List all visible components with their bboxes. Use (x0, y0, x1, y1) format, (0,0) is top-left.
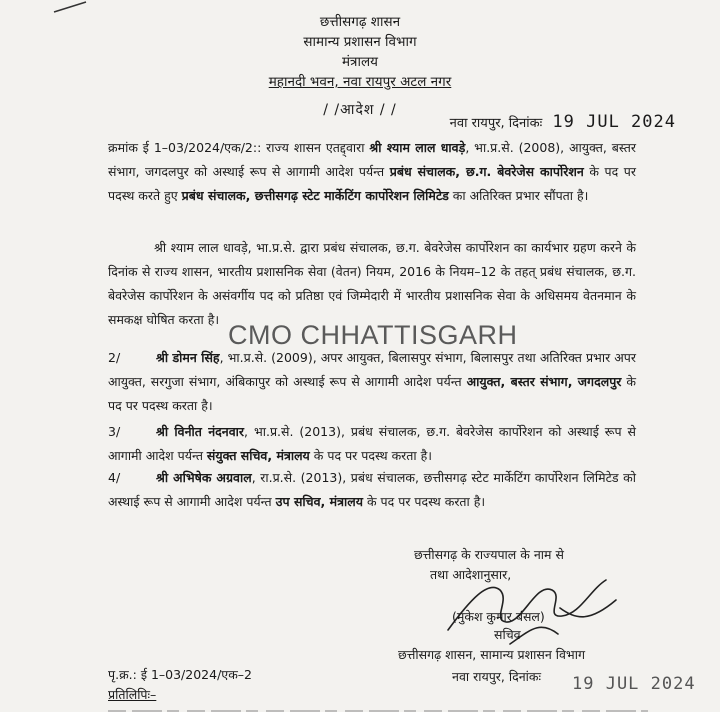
para3-text-b: के पद पर पदस्थ करता है। (108, 374, 637, 413)
para5-post: उप सचिव, मंत्रालय (275, 494, 363, 509)
para1-post-2: प्रबंध संचालक, छत्तीसगढ़ स्टेट मार्केटिंग कार्पोरेशन लिमिटेड (181, 188, 449, 203)
signature-authority-line-2: तथा आदेशानुसार, (430, 567, 512, 582)
para3-text-a: , भा.प्र.से. (2009), अपर आयुक्त, बिलासपुर संभाग, बिलासपुर तथा अतिरिक्त प्रभार अपर आयुक्त, सरगुजा संभाग, अंबिकापुर को अस्थाई रूप से आगामी आदेश पर्यन्त (108, 350, 636, 389)
para4-post: संयुक्त सचिव, मंत्रालय (206, 448, 310, 463)
order-paragraph-2 (108, 236, 636, 332)
para1-officer-name: श्री श्याम लाल धावड़े (369, 140, 466, 155)
para5-text-a: , रा.प्र.से. (2013), प्रबंध संचालक, छत्तीसगढ़ स्टेट मार्केटिंग कार्पोरेशन लिमिटेड को अस्थाई रूप से आगामी आदेश पर्यन्त (108, 470, 636, 509)
order-paragraph-4 (108, 420, 636, 468)
signature-authority-line-1: छत्तीसगढ़ के राज्यपाल के नाम से (414, 547, 564, 562)
para1-text-c: के पद पर पदस्थ करते हुए (108, 164, 636, 203)
cut-off-text-remnant (108, 706, 648, 712)
signatory-department: छत्तीसगढ़ शासन, सामान्य प्रशासन विभाग (398, 647, 585, 662)
header-ministry: मंत्रालय (341, 54, 378, 70)
para5-text-b: के पद पर पदस्थ करता है। (362, 494, 486, 509)
para5-officer-name: श्री अभिषेक अग्रवाल (156, 470, 252, 485)
order-paragraph-1 (108, 136, 636, 208)
para1-text-d: का अतिरिक्त प्रभार सौंपता है। (448, 188, 589, 203)
header-address: महानदी भवन, नवा रायपुर अटल नगर (268, 74, 452, 90)
order-date-line (450, 112, 676, 132)
signatory-designation: सचिव (494, 627, 521, 642)
date-label: नवा रायपुर, दिनांकः (449, 116, 543, 131)
para1-text-b: , भा.प्र.से. (2008), आयुक्त, बस्तर संभाग, जगदलपुर को अस्थाई रूप से आगामी आदेश पर्यन्त (108, 140, 636, 179)
para4-officer-name: श्री विनीत नंदनवार (156, 424, 245, 439)
para4-text-b: के पद पर पदस्थ करता है। (309, 448, 432, 463)
date-stamp: 19 JUL 2024 (552, 112, 676, 132)
order-paragraph-5 (108, 466, 636, 514)
endorsement-date-label: नवा रायपुर, दिनांकः (452, 669, 542, 684)
handwritten-signature (440, 560, 630, 650)
endorsement-reference: पृ.क्र.: ई 1–03/2024/एक–2 (108, 667, 253, 682)
para3-post: आयुक्त, बस्तर संभाग, जगदलपुर (466, 374, 622, 389)
order-paragraph-3 (108, 346, 636, 418)
signatory-name: (मुकेश कुमार बंसल) (452, 609, 545, 624)
copy-to-label: प्रतिलिपिः– (108, 687, 157, 702)
para1-post-1: प्रबंध संचालक, छ.ग. बेवरेजेस कार्पोरेशन (389, 164, 584, 179)
endorsement-date-stamp: 19 JUL 2024 (572, 674, 696, 694)
header-department: सामान्य प्रशासन विभाग (303, 34, 417, 50)
para2-text: श्री श्याम लाल धावड़े, भा.प्र.से. द्वारा प्रबंध संचालक, छ.ग. बेवरेजेस कार्पोरेशन का कार्यभार ग्रहण करने के दिनांक से राज्य शासन, भारतीय प्रशासनिक सेवा (वेतन) नियम, 2016 के नियम–12 के तहत् प्रबंध संचालक, छ.ग. बेवरेजेस कार्पोरेशन के असंवर्गीय पद को प्रतिष्ठा एवं जिम्मेदारी में भारतीय प्रशासनिक सेवा के अधिसमय वेतनमान के समकक्ष घोषित करता है। (108, 240, 636, 327)
para4-text-a: , भा.प्र.से. (2013), प्रबंध संचालक, छ.ग. बेवरेजेस कार्पोरेशन को अस्थाई रूप से आगामी आदेश पर्यन्त (108, 424, 636, 463)
watermark-text: CMO CHHATTISGARH (228, 320, 518, 350)
para3-number: 2/ (108, 350, 121, 365)
para1-text-a: क्रमांक ई 1–03/2024/एक/2:: राज्य शासन एतद्द्वारा (108, 140, 370, 155)
header-state-name: छत्तीसगढ़ शासन (319, 14, 401, 30)
para5-number: 4/ (108, 470, 121, 485)
para4-number: 3/ (108, 424, 121, 439)
para3-officer-name: श्री डोमन सिंह (156, 350, 220, 365)
order-title: / /आदेश / / (323, 102, 397, 118)
